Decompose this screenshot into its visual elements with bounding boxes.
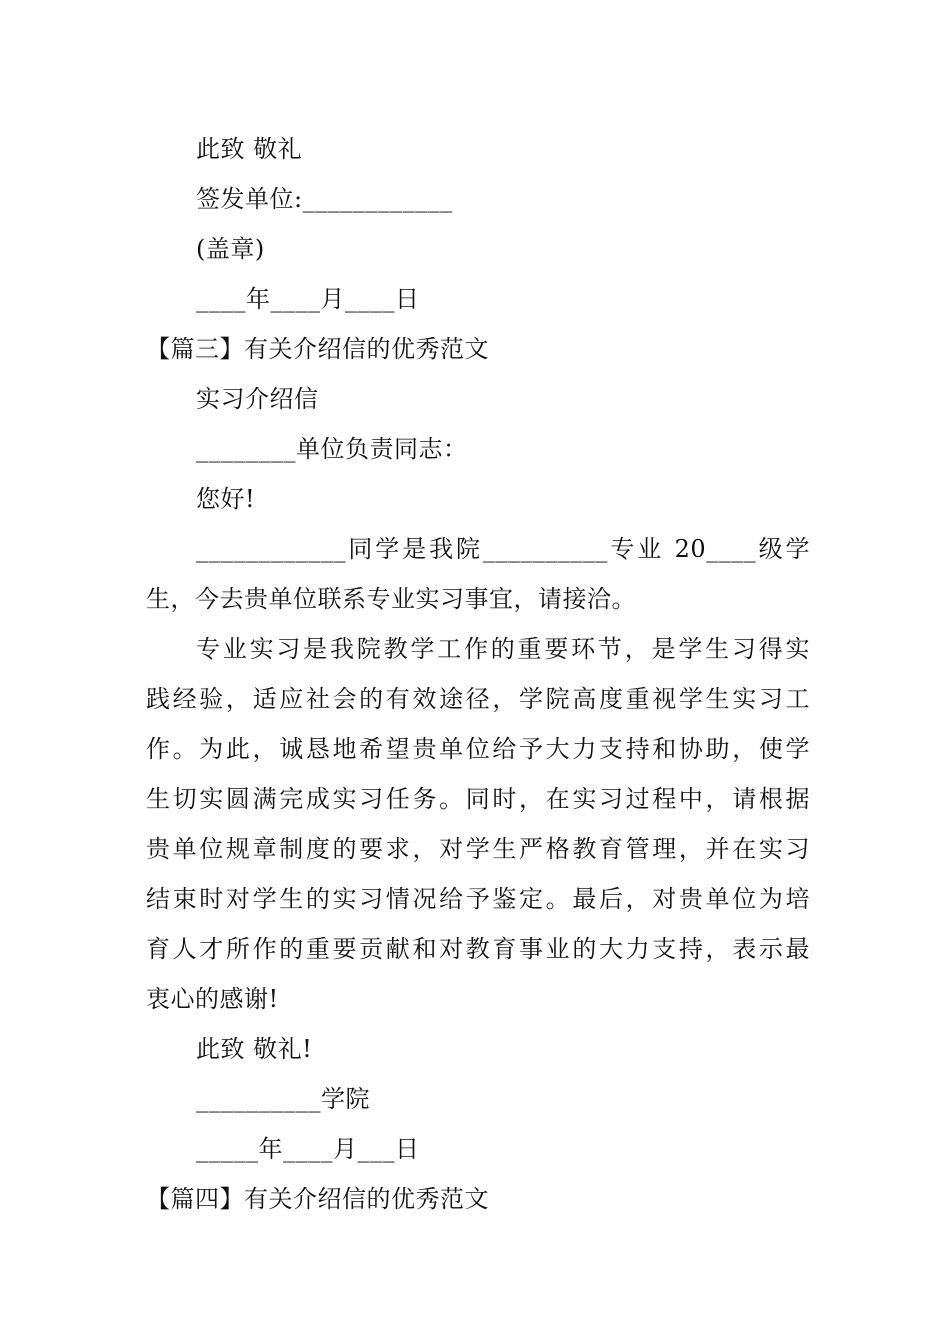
body-line-6: 生切实圆满完成实习任务。同时，在实习过程中，请根据: [146, 785, 810, 813]
body-line-8: 结束时对学生的实习情况给予鉴定。最后，对贵单位为培: [146, 885, 810, 913]
section-heading-3: 【篇三】有关介绍信的优秀范文: [146, 335, 489, 363]
body-line-3: 专业实习是我院教学工作的重要环节，是学生习得实: [196, 635, 810, 663]
greeting: 您好!: [196, 485, 256, 513]
date-line: ____年____月____日: [196, 285, 420, 313]
body-line-4: 践经验，适应社会的有效途径，学院高度重视学生实习工: [146, 685, 810, 713]
college-signature: __________学院: [196, 1085, 370, 1113]
body-line-9: 育人才所作的重要贡献和对教育事业的大力支持，表示最: [146, 935, 810, 963]
body-line-2: 生，今去贵单位联系专业实习事宜，请接洽。: [146, 585, 636, 613]
closing-salutation: 此致 敬礼: [196, 135, 303, 163]
body-line-5: 作。为此，诚恳地希望贵单位给予大力支持和协助，使学: [146, 735, 810, 763]
section-heading-4: 【篇四】有关介绍信的优秀范文: [146, 1185, 489, 1213]
letter-title: 实习介绍信: [196, 385, 319, 413]
body-line-7: 贵单位规章制度的要求，对学生严格教育管理，并在实习: [146, 835, 810, 863]
issuing-unit-line: 签发单位:____________: [196, 185, 453, 213]
body-line-1: ____________同学是我院__________专业 20____级学: [196, 535, 810, 563]
closing-salutation-2: 此致 敬礼!: [196, 1035, 313, 1063]
date-line-2: _____年____月___日: [196, 1135, 420, 1163]
seal-note: (盖章): [196, 235, 265, 263]
recipient-line: ________单位负责同志：: [196, 435, 468, 463]
body-line-10: 衷心的感谢!: [146, 985, 279, 1013]
